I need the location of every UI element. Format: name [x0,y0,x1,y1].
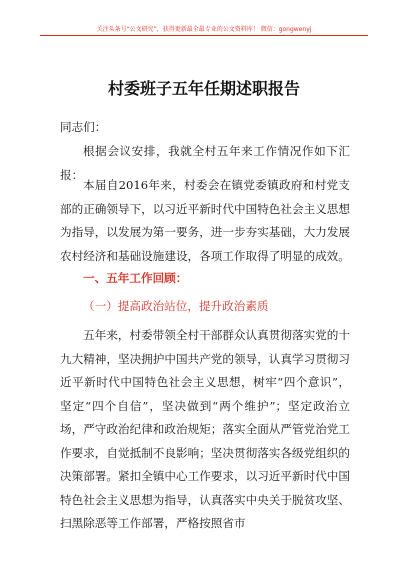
header-note: 关注头条号“公文研究”，获得更新最全最专业的公文资料库！ 微信：gongwenyj [96,26,312,33]
intro-paragraph: 根据会议安排，我就全村五年来工作情况作如下汇报： [60,144,350,182]
salutation: 同志们： [60,120,107,134]
subsection-paragraph: 五年来，村委带领全村干部群众认真贯彻落实党的十九大精神，坚决拥护中国共产党的领导，认真学习贯彻习近平新时代中国特色社会主义思想，树牢“四个意识”，坚定“四个自信”，坚决做到“两个维护”；坚定政治立场，严守政治纪律和政治规矩；落实全面从严管党治党工作要求，自觉抵制不良影响；坚决贯彻落实各级党组织的决策部署。紧扣全镇中心工作要求，以习近平新时代中国特色社会主义思想为指导，认真落实中央关于脱贫攻坚、扫黑除恶等工作部署，严格按照省市 [60,328,350,530]
header-divider [40,35,368,36]
section-heading: 一、五年工作回顾： [83,271,188,285]
document-title: 村委班子五年任期述职报告 [107,79,300,98]
subsection-heading: （一）提高政治站位，提升政治素质 [83,299,269,313]
body-paragraph: 本届自2016年来，村委会在镇党委镇政府和村党支部的正确领导下，以习近平新时代中国特色社会主义思想为指导，以发展为第一要务，进一步夯实基础，大力发展农村经济和基础设施建设，各项工作取得了明显的成效。 [60,178,350,263]
